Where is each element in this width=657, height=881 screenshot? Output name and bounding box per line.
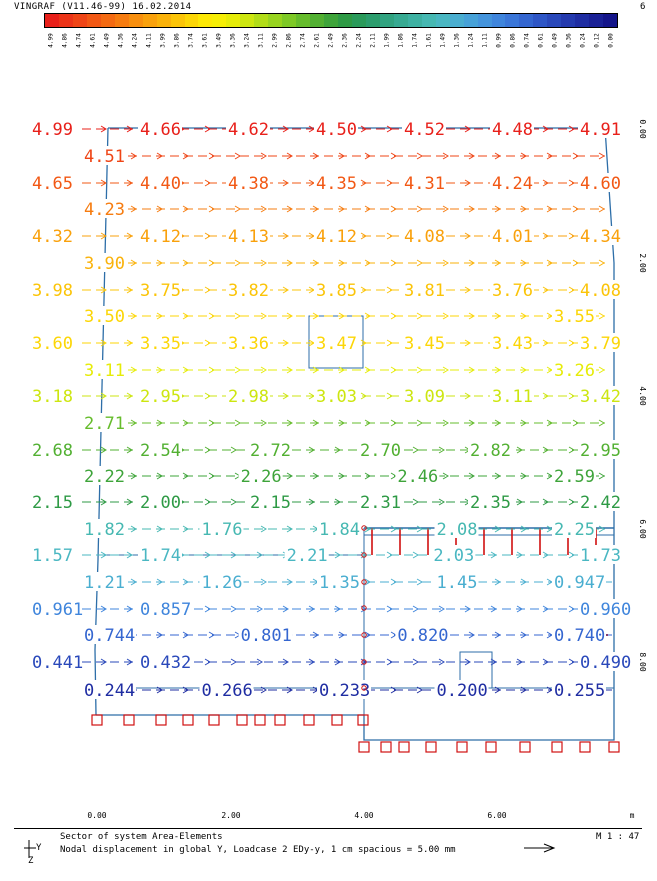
arrow-head [599, 420, 604, 426]
arrow-head [391, 153, 396, 159]
contour-row [32, 280, 622, 301]
contour-value: 3.75 [140, 281, 181, 301]
arrow-head [417, 420, 422, 426]
axis-z-label: Z [28, 856, 34, 866]
contour-level-label: 1.57 [32, 546, 73, 566]
arrow-head [417, 260, 422, 266]
scale-arrow-icon [524, 842, 556, 854]
contour-value: 3.45 [404, 334, 445, 354]
axis-cross-icon [24, 840, 38, 860]
legend-value: 0.12 [593, 33, 601, 48]
arrow-head [235, 420, 240, 426]
contour-value: 2.42 [580, 493, 621, 513]
arrow-head [205, 180, 210, 186]
legend-value: 0.99 [495, 33, 503, 48]
contour-row [82, 625, 612, 646]
legend-value: 2.61 [313, 33, 321, 48]
contour-row [32, 492, 622, 513]
legend-value: 3.86 [173, 33, 181, 48]
contour-value: 3.81 [404, 281, 445, 301]
contour-value: 3.03 [316, 387, 357, 407]
legend-value: 1.74 [411, 33, 419, 48]
contour-value: 1.21 [84, 573, 125, 593]
legend-value: 2.11 [369, 33, 377, 48]
arrow-head [417, 153, 422, 159]
contour-value: 4.08 [580, 281, 621, 301]
contour-value: 4.31 [404, 174, 445, 194]
arrow-head [413, 659, 418, 665]
contour-value: 4.52 [404, 120, 445, 140]
arrow-head [569, 233, 574, 239]
right-axis-tick: 6.00 [638, 519, 647, 539]
footer-divider [14, 828, 642, 829]
contour-value: 3.79 [580, 334, 621, 354]
contour-value: 4.08 [404, 227, 445, 247]
support-square [609, 742, 619, 752]
support-square [359, 742, 369, 752]
contour-level-label: 4.32 [32, 227, 73, 247]
arrow-head [209, 153, 214, 159]
contour-value: 3.26 [554, 361, 595, 381]
arrow-head [387, 606, 392, 612]
contour-value: 0.490 [580, 653, 632, 673]
arrow-head [387, 180, 392, 186]
contour-value: 2.22 [84, 467, 125, 487]
contour-value: 4.35 [316, 174, 357, 194]
contour-value: 3.50 [84, 307, 125, 327]
contour-row [82, 413, 605, 434]
support-square [358, 715, 368, 725]
contour-value: 0.857 [140, 600, 192, 620]
contour-value: 4.34 [580, 227, 621, 247]
support-square [304, 715, 314, 725]
arrow-head [417, 367, 422, 373]
bottom-axis-tick: 2.00 [221, 811, 241, 820]
contour-value: 0.233 [319, 681, 371, 701]
arrow-head [417, 206, 422, 212]
legend-value: 3.36 [229, 33, 237, 48]
arrow-head [391, 313, 396, 319]
legend-value: 0.24 [579, 33, 587, 48]
contour-value: 0.432 [140, 653, 192, 673]
contour-row [32, 226, 622, 247]
legend-value: 3.11 [257, 33, 265, 48]
legend-value: 0.49 [551, 33, 559, 48]
arrow-head [413, 606, 418, 612]
contour-value: 2.31 [360, 493, 401, 513]
arrow-head [387, 287, 392, 293]
support-square [124, 715, 134, 725]
contour-value: 2.26 [240, 467, 282, 487]
legend-value: 1.61 [425, 33, 433, 48]
support-square [399, 742, 409, 752]
contour-row [32, 386, 622, 407]
contour-value: 3.82 [228, 281, 269, 301]
legend-value: 3.61 [201, 33, 209, 48]
contour-value: 0.740 [554, 626, 606, 646]
contour-value: 4.24 [492, 174, 533, 194]
arrow-head [205, 499, 210, 505]
footer-scale: M 1 : 47 [596, 832, 640, 842]
bottom-axis-tick: 6.00 [487, 811, 507, 820]
legend-value: 0.61 [537, 33, 545, 48]
contour-value: 4.66 [140, 120, 181, 140]
contour-value: 4.48 [492, 120, 533, 140]
contour-value: 4.62 [228, 120, 269, 140]
contour-value: 1.74 [140, 546, 181, 566]
support-square [275, 715, 285, 725]
contour-value: 4.12 [316, 227, 357, 247]
contour-value: 2.08 [436, 520, 478, 540]
contour-row [82, 466, 605, 487]
contour-value: 1.82 [84, 520, 125, 540]
contour-row [32, 119, 622, 140]
contour-value: 2.98 [228, 387, 269, 407]
support-square [486, 742, 496, 752]
arrow-head [391, 420, 396, 426]
contour-value: 4.01 [492, 227, 533, 247]
legend-value: 2.49 [327, 33, 335, 48]
support-square [209, 715, 219, 725]
contour-row [82, 199, 605, 220]
contour-value: 2.71 [84, 414, 125, 434]
contour-value: 4.60 [580, 174, 621, 194]
bottom-axis-tick: 0.00 [87, 811, 107, 820]
arrow-head [569, 499, 574, 505]
legend-value: 0.36 [565, 33, 573, 48]
contour-value: 2.82 [470, 441, 511, 461]
arrow-head [599, 473, 604, 479]
contour-value: 0.266 [201, 681, 253, 701]
support-square [183, 715, 193, 725]
contour-row [82, 572, 612, 593]
arrow-head [231, 659, 236, 665]
arrow-head [209, 206, 214, 212]
legend-value: 4.24 [131, 33, 139, 48]
right-axis-tick: 0.00 [638, 119, 647, 139]
contour-row [32, 440, 622, 461]
contour-value: 0.255 [554, 681, 606, 701]
contour-value: 3.47 [316, 334, 357, 354]
bottom-axis-tick: 4.00 [354, 811, 374, 820]
legend-value: 1.49 [439, 33, 447, 48]
arrow-head [235, 367, 240, 373]
right-axis-tick: 8.00 [638, 652, 647, 672]
arrow-head [569, 180, 574, 186]
arrow-head [413, 499, 418, 505]
arrow-head [209, 632, 214, 638]
contour-value: 4.23 [84, 200, 125, 220]
contour-value: 3.85 [316, 281, 357, 301]
contour-value: 3.36 [228, 334, 269, 354]
arrow-head [209, 420, 214, 426]
arrow-head [205, 393, 210, 399]
legend-value: 4.99 [47, 33, 55, 48]
legend-value: 0.00 [607, 33, 615, 48]
contour-value: 0.244 [84, 681, 136, 701]
arrow-head [417, 313, 422, 319]
contour-value: 3.76 [492, 281, 533, 301]
legend-value: 2.36 [341, 33, 349, 48]
contour-value: 0.820 [397, 626, 449, 646]
arrow-head [573, 206, 578, 212]
arrow-head [231, 447, 236, 453]
contour-level-label: 2.68 [32, 441, 73, 461]
legend-value: 3.74 [187, 33, 195, 48]
arrow-head [569, 659, 574, 665]
arrow-head [205, 233, 210, 239]
legend-value: 4.61 [89, 33, 97, 48]
arrow-head [235, 206, 240, 212]
arrow-head [569, 447, 574, 453]
arrow-head [599, 153, 604, 159]
program-header: VINGRAF (V11.46-99) 16.02.2014 [14, 2, 192, 12]
legend-value: 4.74 [75, 33, 83, 48]
legend-value: 4.36 [117, 33, 125, 48]
contour-level-label: 3.18 [32, 387, 73, 407]
contour-value: 1.26 [201, 573, 243, 593]
contour-row [32, 173, 622, 194]
contour-value: 2.95 [140, 387, 181, 407]
contour-value: 3.11 [84, 361, 125, 381]
legend-value: 1.11 [481, 33, 489, 48]
contour-value: 1.73 [580, 546, 621, 566]
arrow-head [205, 287, 210, 293]
support-square [92, 715, 102, 725]
contour-row [32, 333, 622, 354]
contour-level-label: 3.98 [32, 281, 73, 301]
arrow-head [205, 659, 210, 665]
contour-value: 0.801 [240, 626, 292, 646]
arrow-head [387, 552, 392, 558]
footer-description: Nodal displacement in global Y, Loadcase 2 EDy-y, 1 cm spacious = 5.00 mm [60, 845, 456, 855]
arrow-head [231, 499, 236, 505]
contour-level-label: 3.60 [32, 334, 73, 354]
contour-value: 3.09 [404, 387, 445, 407]
structure-outline [95, 128, 614, 740]
arrow-head [599, 526, 604, 532]
legend-value: 1.99 [383, 33, 391, 48]
arrow-head [205, 340, 210, 346]
arrow-head [205, 606, 210, 612]
contour-row [82, 146, 605, 167]
contour-row [82, 306, 605, 327]
arrow-head [387, 126, 392, 132]
contour-row [82, 519, 605, 540]
contour-value: 3.11 [492, 387, 533, 407]
contour-value: 2.21 [286, 546, 328, 566]
bottom-axis-unit: m [629, 811, 635, 820]
contour-value: 2.35 [470, 493, 511, 513]
contour-level-label: 2.15 [32, 493, 73, 513]
contour-level-label: 4.99 [32, 120, 73, 140]
contour-value: 2.46 [397, 467, 439, 487]
arrow-head [569, 393, 574, 399]
arrow-head [569, 126, 574, 132]
axis-y-label: Y [36, 843, 42, 853]
legend-value: 4.49 [103, 33, 111, 48]
arrow-head [235, 260, 240, 266]
arrow-head [209, 473, 214, 479]
arrow-head [417, 579, 422, 585]
legend-value: 0.74 [523, 33, 531, 48]
arrow-head [573, 153, 578, 159]
legend-value: 1.36 [453, 33, 461, 48]
arrow-head [391, 260, 396, 266]
contour-value: 0.200 [436, 681, 488, 701]
arrow-head [235, 153, 240, 159]
support-square [156, 715, 166, 725]
legend-value: 2.86 [285, 33, 293, 48]
arrow-head [569, 287, 574, 293]
support-square [457, 742, 467, 752]
support-square [381, 742, 391, 752]
legend-value: 2.24 [355, 33, 363, 48]
arrow-head [387, 340, 392, 346]
contour-row [82, 360, 605, 381]
contour-value: 3.43 [492, 334, 533, 354]
contour-row [82, 680, 612, 701]
arrow-head [387, 233, 392, 239]
arrow-head [209, 313, 214, 319]
arrow-head [391, 473, 396, 479]
contour-value: 0.960 [580, 600, 632, 620]
outline-top-right [108, 128, 614, 528]
legend-value: 4.86 [61, 33, 69, 48]
support-square [520, 742, 530, 752]
arrow-head [391, 526, 396, 532]
contour-value: 2.03 [433, 546, 475, 566]
arrow-head [391, 367, 396, 373]
contour-row [32, 652, 632, 673]
contour-value: 2.59 [554, 467, 595, 487]
contour-value: 4.91 [580, 120, 621, 140]
arrow-head [209, 367, 214, 373]
legend-value: 3.49 [215, 33, 223, 48]
arrow-head [573, 420, 578, 426]
contour-row [82, 253, 605, 274]
arrow-head [387, 659, 392, 665]
arrow-head [391, 206, 396, 212]
legend-value: 1.24 [467, 33, 475, 48]
legend-value: 3.99 [159, 33, 167, 48]
arrow-head [599, 260, 604, 266]
contour-value: 0.744 [84, 626, 136, 646]
legend-value: 4.11 [145, 33, 153, 48]
arrow-head [231, 606, 236, 612]
support-square [580, 742, 590, 752]
arrow-head [569, 552, 574, 558]
contour-value: 3.90 [84, 254, 125, 274]
contour-value: 4.38 [228, 174, 269, 194]
arrow-head [573, 260, 578, 266]
arrow-head [569, 606, 574, 612]
arrow-head [417, 526, 422, 532]
arrow-head [205, 126, 210, 132]
support-square [426, 742, 436, 752]
legend-value: 2.99 [271, 33, 279, 48]
arrow-head [387, 393, 392, 399]
contour-level-label: 4.65 [32, 174, 73, 194]
legend-value: 2.74 [299, 33, 307, 48]
arrow-head [391, 579, 396, 585]
page-number: 6 [640, 2, 646, 12]
legend-value: 0.86 [509, 33, 517, 48]
arrow-head [599, 367, 604, 373]
arrow-head [599, 313, 604, 319]
contour-level-label: 0.961 [32, 600, 84, 620]
right-axis-tick: 4.00 [638, 386, 647, 406]
contour-value: 4.51 [84, 147, 125, 167]
contour-value: 4.13 [228, 227, 269, 247]
contour-value: 1.76 [201, 520, 243, 540]
support-square [552, 742, 562, 752]
support-square [332, 715, 342, 725]
contour-value: 2.00 [140, 493, 181, 513]
contour-value: 2.95 [580, 441, 621, 461]
contour-value: 2.15 [250, 493, 291, 513]
arrow-head [413, 552, 418, 558]
arrow-head [391, 632, 396, 638]
contour-value: 4.40 [140, 174, 181, 194]
arrow-head [413, 447, 418, 453]
contour-level-label: 0.441 [32, 653, 84, 673]
contour-value: 4.12 [140, 227, 181, 247]
contour-value: 1.84 [319, 520, 360, 540]
legend-value: 3.24 [243, 33, 251, 48]
contour-value: 2.54 [140, 441, 181, 461]
arrow-head [569, 340, 574, 346]
arrow-head [209, 260, 214, 266]
arrow-head [205, 447, 210, 453]
support-square [255, 715, 265, 725]
contour-row [32, 599, 632, 620]
arrow-head [599, 206, 604, 212]
contour-value: 2.72 [250, 441, 291, 461]
contour-value: 0.947 [554, 573, 606, 593]
arrow-head [235, 313, 240, 319]
contour-value: 3.35 [140, 334, 181, 354]
legend-value: 1.86 [397, 33, 405, 48]
contour-value: 2.70 [360, 441, 401, 461]
contour-value: 2.25 [554, 520, 595, 540]
contour-value: 4.50 [316, 120, 357, 140]
contour-rows [32, 119, 632, 701]
support-square [237, 715, 247, 725]
contour-value: 1.35 [319, 573, 360, 593]
contour-value: 3.55 [554, 307, 595, 327]
contour-value: 3.42 [580, 387, 621, 407]
contour-value: 1.45 [436, 573, 478, 593]
right-axis-tick: 2.00 [638, 253, 647, 273]
footer-title: Sector of system Area-Elements [60, 832, 223, 842]
